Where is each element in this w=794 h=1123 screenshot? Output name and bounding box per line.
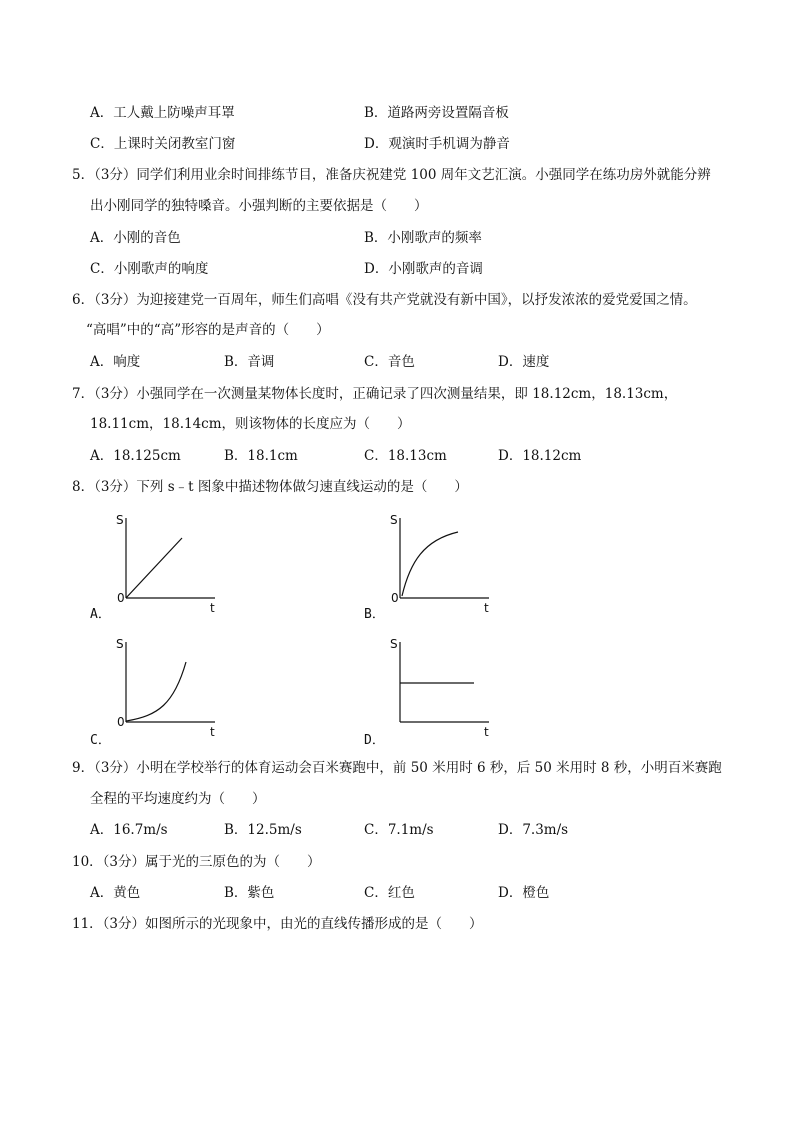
q7-option-a: A．18.125cm [90,448,181,464]
q9-option-d: D．7.3m/s [498,822,569,838]
q6-option-a: A．响度 [90,354,141,370]
q9-option-c: C．7.1m/s [364,822,434,838]
q4-option-d: D．观演时手机调为静音 [364,136,510,152]
q6-option-c: C．音色 [364,354,415,370]
q8-stem: 8．（3分）下列 s﹣t 图象中描述物体做匀速直线运动的是（ ） [72,479,468,495]
q7-stem-line2: 18.11cm，18.14cm，则该物体的长度应为（ ） [90,416,411,432]
q7-option-b: B．18.1cm [224,448,298,464]
q8-option-d-label: D． [364,733,385,748]
q6-option-b: B．音调 [224,354,275,370]
q6-stem-line1: 6．（3分）为迎接建党一百周年，师生们高唱《没有共产党就没有新中国》，以抒发浓浓的爱党爱国之情。 [72,292,697,308]
q4-option-b: B．道路两旁设置隔音板 [364,105,509,121]
q8-option-c-label: C． [90,733,111,748]
q10-stem: 10．（3分）属于光的三原色的为（ ） [72,854,321,870]
q10-option-b: B．紫色 [224,885,275,901]
graph-b-t-label: t [484,601,489,615]
q9-stem-line1: 9．（3分）小明在学校举行的体育运动会百米赛跑中，前 50 米用时 6 秒，后 50 米用时 8 秒，小明百米赛跑 [72,760,722,776]
graph-a [110,508,230,618]
q9-option-b: B．12.5m/s [224,822,302,838]
graph-c-origin: 0 [117,715,125,729]
q4-option-c: C．上课时关闭教室门窗 [90,136,236,152]
q5-option-c: C．小刚歌声的响度 [90,261,209,277]
q8-option-a-label: A． [90,607,111,622]
q5-option-d: D．小刚歌声的音调 [364,261,483,277]
graph-c-curve [126,662,186,721]
q10-option-d: D．橙色 [498,885,550,901]
graph-b-curve [402,532,458,596]
q6-option-d: D．速度 [498,354,550,370]
q5-stem-line1: 5．（3分）同学们利用业余时间排练节目，准备庆祝建党 100 周年文艺汇演。小强同学在练功房外就能分辨 [72,167,711,183]
graph-b [384,508,504,618]
q5-option-b: B．小刚歌声的频率 [364,230,482,246]
graph-a-s-label: S [116,513,124,527]
q9-stem-line2: 全程的平均速度约为（ ） [90,791,266,807]
graph-d-t-label: t [484,725,489,739]
graph-a-t-label: t [210,601,215,615]
q8-option-b-label: B． [364,607,385,622]
graph-c-t-label: t [210,725,215,739]
graph-d-s-label: S [390,637,398,651]
q9-option-a: A．16.7m/s [90,822,168,838]
graph-b-origin: 0 [391,591,399,605]
graph-a-origin: 0 [117,591,125,605]
q10-option-a: A．黄色 [90,885,141,901]
graph-c-s-label: S [116,637,124,651]
q5-stem-line2: 出小刚同学的独特嗓音。小强判断的主要依据是（ ） [90,198,428,214]
q5-option-a: A．小刚的音色 [90,230,181,246]
graph-a-curve [126,538,182,598]
q6-stem-line2: “高唱”中的“高”形容的是声音的（ ） [86,322,330,338]
q4-option-a: A．工人戴上防噪声耳罩 [90,105,235,121]
q7-option-d: D．18.12cm [498,448,582,464]
q11-stem: 11．（3分）如图所示的光现象中，由光的直线传播形成的是（ ） [72,916,483,932]
q7-stem-line1: 7．（3分）小强同学在一次测量某物体长度时，正确记录了四次测量结果，即 18.12cm，18.13cm， [72,386,678,402]
q10-option-c: C．红色 [364,885,415,901]
graph-b-s-label: S [390,513,398,527]
q7-option-c: C．18.13cm [364,448,447,464]
graph-c [110,632,230,742]
graph-d [384,632,504,742]
